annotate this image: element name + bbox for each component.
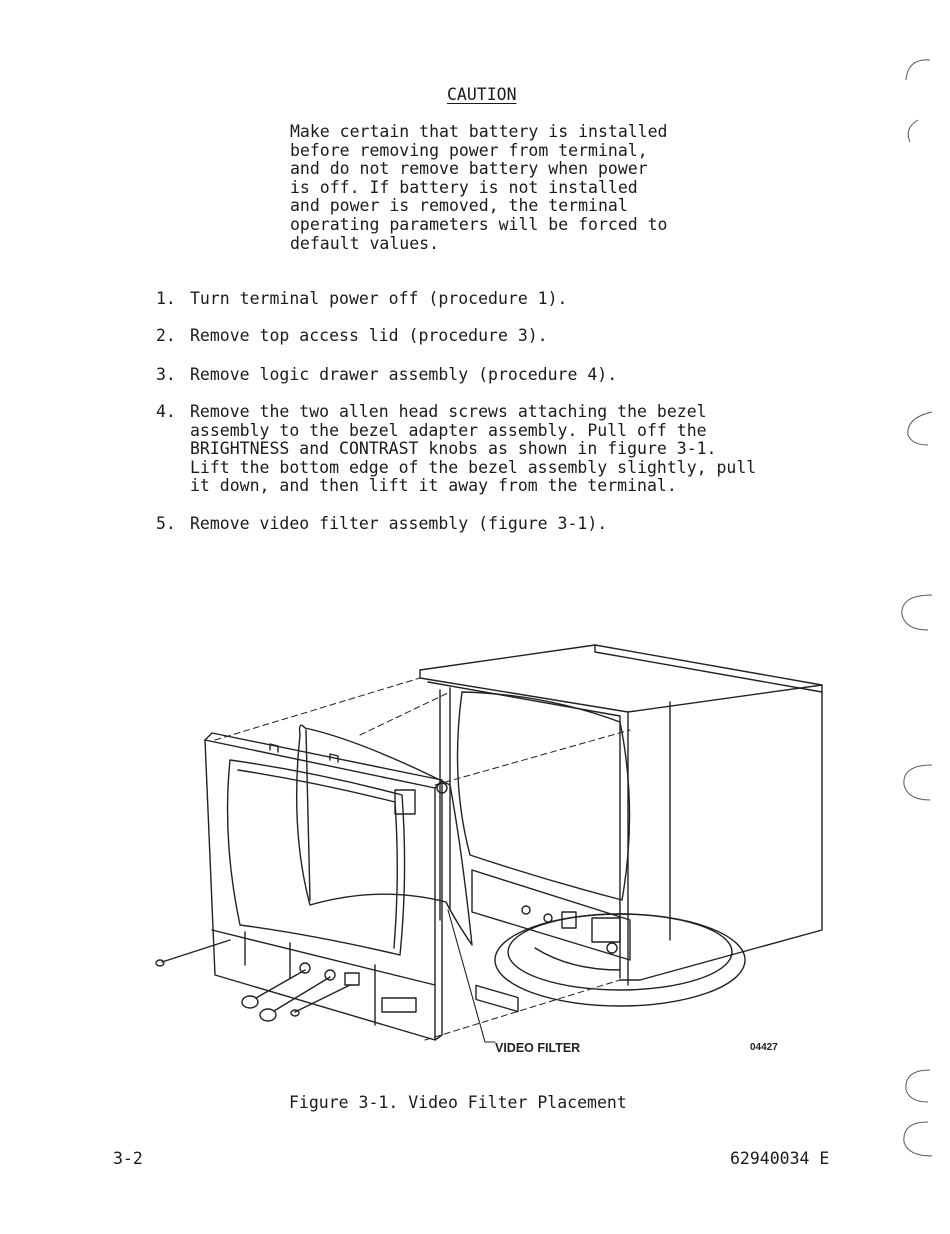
binder-hole-icon: [904, 1122, 932, 1156]
video-filter-figure: [150, 630, 850, 1060]
figure-caption: Figure 3-1. Video Filter Placement: [289, 1093, 627, 1112]
step-number: 4.: [156, 402, 176, 421]
art-number: 04427: [750, 1042, 778, 1053]
step-text: Remove the two allen head screws attaching the bezel assembly to the bezel adapter assembly. Pull off the BRIGHTNESS and CONTRAST knobs as shown in figure 3-1. Lift the bottom edge of the bezel assembly slightly, pull it down, and then lift it away from the terminal.: [190, 402, 757, 496]
page-number: 3-2: [113, 1149, 143, 1168]
video-filter-sheet: [297, 725, 472, 945]
binder-hole-marks: [898, 40, 948, 1170]
crt-screen: [440, 688, 630, 920]
step-number: 2.: [156, 326, 176, 345]
bezel-frame: [205, 733, 447, 1040]
binder-hole-icon: [906, 1070, 930, 1102]
binder-hole-icon: [902, 595, 932, 630]
screws-and-knobs: [156, 940, 350, 1021]
caution-title: CAUTION: [447, 85, 517, 104]
video-filter-label: VIDEO FILTER: [495, 1041, 581, 1055]
document-number: 62940034 E: [730, 1149, 830, 1168]
step-number: 5.: [156, 514, 176, 533]
binder-mark: [908, 120, 918, 142]
step-text: Remove top access lid (procedure 3).: [190, 326, 548, 345]
binder-mark: [906, 60, 930, 80]
binder-hole-icon: [904, 765, 932, 800]
step-text: Remove logic drawer assembly (procedure 4).: [190, 365, 618, 384]
step-number: 1.: [156, 289, 176, 308]
step-text: Turn terminal power off (procedure 1).: [190, 289, 568, 308]
step-text: Remove video filter assembly (figure 3-1).: [190, 514, 608, 533]
caution-body: Make certain that battery is installed before removing power from terminal, and do not remove battery when power is off. If battery is not installed and power is removed, the terminal operating parameters will be forced to default values.: [290, 122, 668, 253]
monitor-cabinet: [420, 645, 822, 985]
video-filter-leader: [448, 910, 495, 1042]
step-number: 3.: [156, 365, 176, 384]
binder-hole-icon: [908, 412, 932, 445]
